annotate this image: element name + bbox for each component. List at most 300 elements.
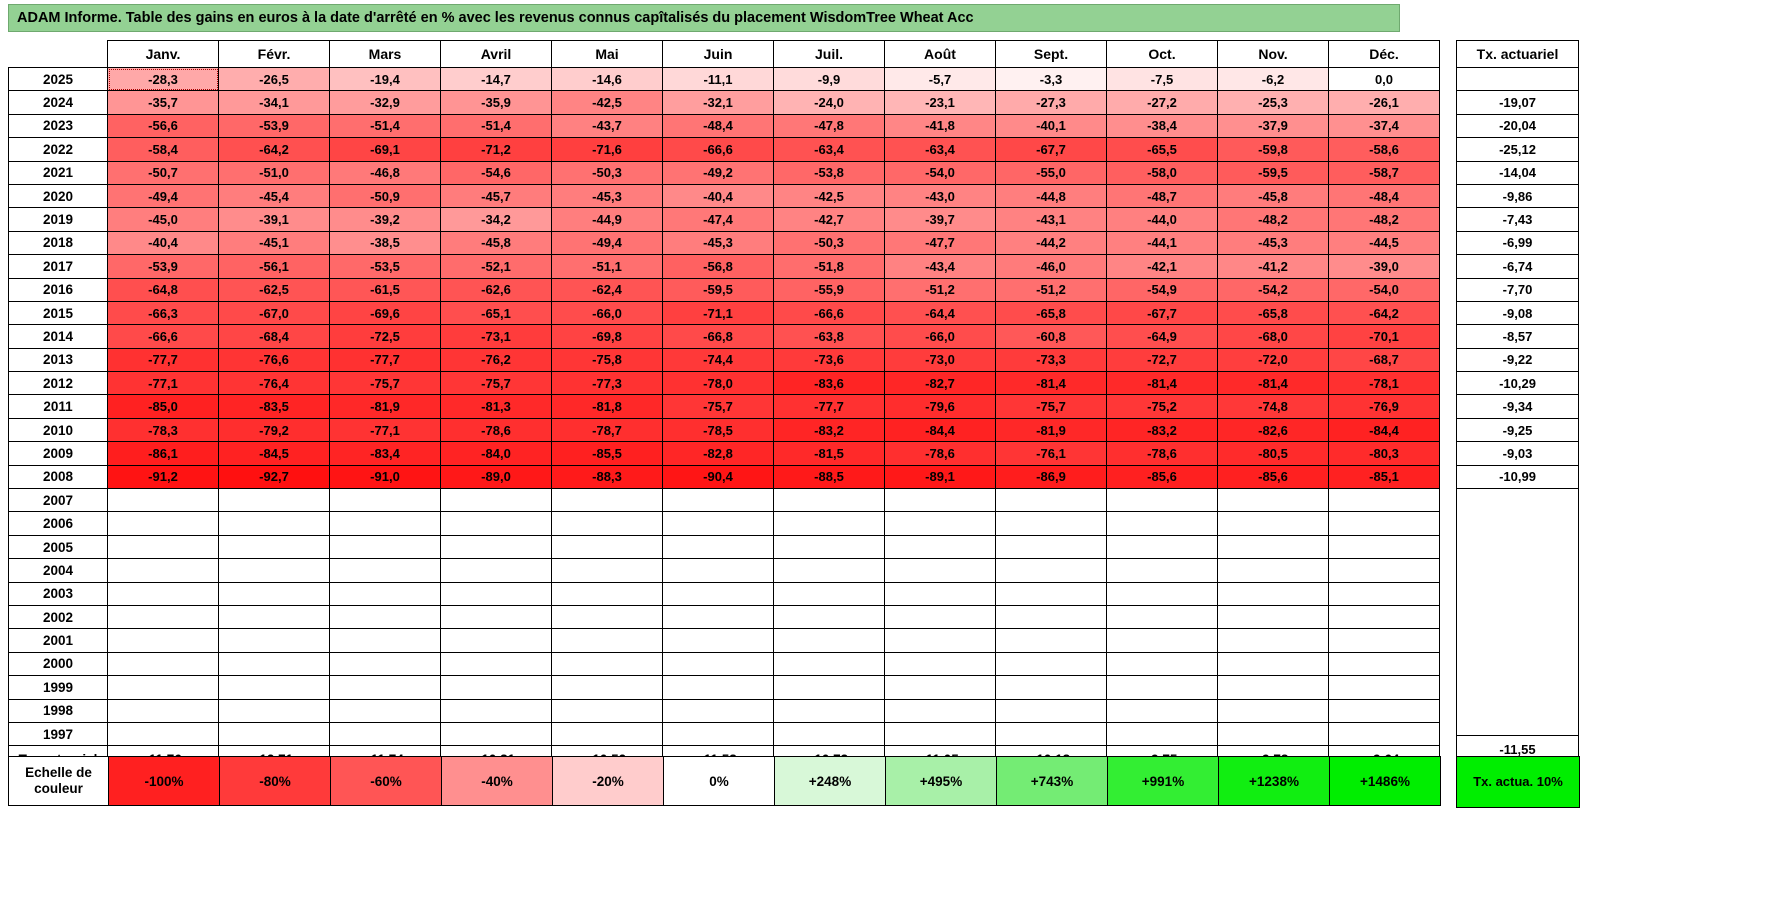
gain-cell[interactable]: -44,5 <box>1329 231 1440 254</box>
gain-cell[interactable]: -83,5 <box>219 395 330 418</box>
gain-cell[interactable]: -54,0 <box>1329 278 1440 301</box>
gain-cell[interactable]: -77,7 <box>774 395 885 418</box>
gain-cell[interactable]: -62,4 <box>552 278 663 301</box>
gain-cell[interactable]: -81,4 <box>1218 372 1329 395</box>
gain-cell[interactable] <box>552 676 663 699</box>
gain-cell[interactable]: -79,2 <box>219 418 330 441</box>
gain-cell[interactable]: -58,0 <box>1107 161 1218 184</box>
gain-cell[interactable] <box>1218 512 1329 535</box>
gain-cell[interactable] <box>774 559 885 582</box>
gain-cell[interactable] <box>330 676 441 699</box>
gain-cell[interactable] <box>996 699 1107 722</box>
gain-cell[interactable]: -47,7 <box>885 231 996 254</box>
gain-cell[interactable] <box>1218 605 1329 628</box>
tx-actuariel-cell[interactable] <box>1457 623 1579 645</box>
gain-cell[interactable] <box>885 652 996 675</box>
tx-actuariel-cell[interactable] <box>1457 579 1579 601</box>
tx-actuariel-cell[interactable] <box>1457 556 1579 578</box>
gain-cell[interactable] <box>774 699 885 722</box>
gain-cell[interactable] <box>108 629 219 652</box>
gain-cell[interactable]: -67,7 <box>1107 301 1218 324</box>
gain-cell[interactable]: -56,8 <box>663 255 774 278</box>
gain-cell[interactable] <box>219 605 330 628</box>
gain-cell[interactable] <box>1107 535 1218 558</box>
gain-cell[interactable]: -78,0 <box>663 372 774 395</box>
gain-cell[interactable]: -45,1 <box>219 231 330 254</box>
gain-cell[interactable]: -51,2 <box>996 278 1107 301</box>
gain-cell[interactable] <box>552 559 663 582</box>
gain-cell[interactable]: -65,1 <box>441 301 552 324</box>
gain-cell[interactable]: -64,2 <box>1329 301 1440 324</box>
gain-cell[interactable]: -74,8 <box>1218 395 1329 418</box>
gain-cell[interactable]: -76,2 <box>441 348 552 371</box>
gain-cell[interactable]: -40,4 <box>663 184 774 207</box>
gain-cell[interactable]: -32,9 <box>330 91 441 114</box>
gain-cell[interactable] <box>996 605 1107 628</box>
gain-cell[interactable]: -3,3 <box>996 68 1107 91</box>
gain-cell[interactable]: -76,4 <box>219 372 330 395</box>
gain-cell[interactable] <box>1329 676 1440 699</box>
gain-cell[interactable]: -84,4 <box>885 418 996 441</box>
gain-cell[interactable]: -66,0 <box>885 325 996 348</box>
gain-cell[interactable]: -83,2 <box>1107 418 1218 441</box>
gain-cell[interactable]: -50,7 <box>108 161 219 184</box>
gain-cell[interactable] <box>885 535 996 558</box>
gain-cell[interactable]: -14,6 <box>552 68 663 91</box>
gain-cell[interactable]: -39,1 <box>219 208 330 231</box>
gain-cell[interactable]: -89,1 <box>885 465 996 488</box>
gain-cell[interactable]: -58,7 <box>1329 161 1440 184</box>
gain-cell[interactable]: -32,1 <box>663 91 774 114</box>
gain-cell[interactable] <box>552 582 663 605</box>
gain-cell[interactable]: -51,2 <box>885 278 996 301</box>
gain-cell[interactable]: -91,2 <box>108 465 219 488</box>
gain-cell[interactable]: -42,7 <box>774 208 885 231</box>
gain-cell[interactable]: -49,4 <box>552 231 663 254</box>
gain-cell[interactable]: -45,3 <box>663 231 774 254</box>
gain-cell[interactable] <box>441 722 552 745</box>
gain-cell[interactable]: -78,1 <box>1329 372 1440 395</box>
gain-cell[interactable]: -91,0 <box>330 465 441 488</box>
gain-cell[interactable] <box>885 722 996 745</box>
gain-cell[interactable]: -71,2 <box>441 138 552 161</box>
gain-cell[interactable] <box>108 722 219 745</box>
gain-cell[interactable]: -69,8 <box>552 325 663 348</box>
tx-actuariel-cell[interactable]: -9,08 <box>1457 301 1579 324</box>
gain-cell[interactable]: -76,1 <box>996 442 1107 465</box>
gain-cell[interactable]: -42,1 <box>1107 255 1218 278</box>
tx-actuariel-cell[interactable]: -9,34 <box>1457 395 1579 418</box>
gain-cell[interactable] <box>663 535 774 558</box>
gain-cell[interactable]: -40,4 <box>108 231 219 254</box>
gain-cell[interactable]: -62,6 <box>441 278 552 301</box>
gain-cell[interactable]: -27,2 <box>1107 91 1218 114</box>
gain-cell[interactable]: -62,5 <box>219 278 330 301</box>
gain-cell[interactable] <box>441 512 552 535</box>
gain-cell[interactable]: -77,7 <box>108 348 219 371</box>
gain-cell[interactable]: -42,5 <box>774 184 885 207</box>
gain-cell[interactable]: -26,5 <box>219 68 330 91</box>
gain-cell[interactable] <box>1107 652 1218 675</box>
gain-cell[interactable] <box>219 512 330 535</box>
gain-cell[interactable]: -46,8 <box>330 161 441 184</box>
tx-actuariel-cell[interactable]: -19,07 <box>1457 91 1579 114</box>
gain-cell[interactable]: -69,1 <box>330 138 441 161</box>
gain-cell[interactable] <box>552 489 663 512</box>
gain-cell[interactable]: -44,0 <box>1107 208 1218 231</box>
gain-cell[interactable] <box>552 652 663 675</box>
gain-cell[interactable]: -84,5 <box>219 442 330 465</box>
gain-cell[interactable] <box>663 676 774 699</box>
gain-cell[interactable] <box>885 489 996 512</box>
gain-cell[interactable]: -78,6 <box>885 442 996 465</box>
tx-actuariel-cell[interactable] <box>1457 534 1579 556</box>
gain-cell[interactable] <box>1218 722 1329 745</box>
gain-cell[interactable]: -11,1 <box>663 68 774 91</box>
gain-cell[interactable] <box>1107 605 1218 628</box>
gain-cell[interactable]: -75,2 <box>1107 395 1218 418</box>
gain-cell[interactable] <box>330 652 441 675</box>
gain-cell[interactable] <box>885 629 996 652</box>
gain-cell[interactable] <box>663 559 774 582</box>
gain-cell[interactable]: -63,4 <box>774 138 885 161</box>
gain-cell[interactable] <box>108 699 219 722</box>
gain-cell[interactable] <box>1329 582 1440 605</box>
gain-cell[interactable] <box>441 535 552 558</box>
gain-cell[interactable]: -74,4 <box>663 348 774 371</box>
gain-cell[interactable]: -64,8 <box>108 278 219 301</box>
gain-cell[interactable]: -73,3 <box>996 348 1107 371</box>
gain-cell[interactable]: -80,3 <box>1329 442 1440 465</box>
gain-cell[interactable]: -86,9 <box>996 465 1107 488</box>
gain-cell[interactable]: -53,9 <box>108 255 219 278</box>
gain-cell[interactable]: -86,1 <box>108 442 219 465</box>
tx-actuariel-cell[interactable]: -20,04 <box>1457 114 1579 137</box>
tx-actuariel-cell[interactable] <box>1457 489 1579 512</box>
gain-cell[interactable]: -25,3 <box>1218 91 1329 114</box>
gain-cell[interactable] <box>552 605 663 628</box>
tx-actuariel-cell[interactable]: -7,70 <box>1457 278 1579 301</box>
gain-cell[interactable] <box>1218 676 1329 699</box>
gain-cell[interactable]: -59,8 <box>1218 138 1329 161</box>
gain-cell[interactable]: -40,1 <box>996 114 1107 137</box>
gain-cell[interactable]: -45,0 <box>108 208 219 231</box>
gain-cell[interactable]: -45,8 <box>441 231 552 254</box>
gain-cell[interactable] <box>552 722 663 745</box>
gain-cell[interactable]: -47,4 <box>663 208 774 231</box>
tx-actuariel-cell[interactable]: -6,74 <box>1457 255 1579 278</box>
gain-cell[interactable]: -45,7 <box>441 184 552 207</box>
gain-cell[interactable]: -53,8 <box>774 161 885 184</box>
gain-cell[interactable]: -72,7 <box>1107 348 1218 371</box>
gain-cell[interactable]: -48,4 <box>663 114 774 137</box>
gain-cell[interactable]: -49,4 <box>108 184 219 207</box>
gain-cell[interactable]: -83,2 <box>774 418 885 441</box>
gain-cell[interactable]: -14,7 <box>441 68 552 91</box>
gain-cell[interactable] <box>1329 605 1440 628</box>
gain-cell[interactable]: -78,6 <box>441 418 552 441</box>
gain-cell[interactable] <box>774 512 885 535</box>
tx-actuariel-cell[interactable] <box>1457 601 1579 623</box>
gain-cell[interactable] <box>1107 559 1218 582</box>
gain-cell[interactable] <box>219 722 330 745</box>
gain-cell[interactable]: -56,1 <box>219 255 330 278</box>
gain-cell[interactable]: -27,3 <box>996 91 1107 114</box>
gain-cell[interactable]: -23,1 <box>885 91 996 114</box>
gain-cell[interactable]: -58,6 <box>1329 138 1440 161</box>
gain-cell[interactable] <box>108 676 219 699</box>
gain-cell[interactable] <box>1107 699 1218 722</box>
gain-cell[interactable]: -73,6 <box>774 348 885 371</box>
gain-cell[interactable] <box>441 699 552 722</box>
gain-cell[interactable]: -81,9 <box>996 418 1107 441</box>
gain-cell[interactable]: -38,5 <box>330 231 441 254</box>
gain-cell[interactable]: -41,8 <box>885 114 996 137</box>
gain-cell[interactable] <box>219 582 330 605</box>
gain-cell[interactable]: -67,0 <box>219 301 330 324</box>
gain-cell[interactable]: -81,9 <box>330 395 441 418</box>
gain-cell[interactable] <box>885 676 996 699</box>
gain-cell[interactable]: -73,0 <box>885 348 996 371</box>
gain-cell[interactable]: -45,3 <box>1218 231 1329 254</box>
gain-cell[interactable]: -9,9 <box>774 68 885 91</box>
gain-cell[interactable] <box>1218 629 1329 652</box>
gain-cell[interactable]: -84,4 <box>1329 418 1440 441</box>
gain-cell[interactable]: -39,7 <box>885 208 996 231</box>
gain-cell[interactable]: -38,4 <box>1107 114 1218 137</box>
gain-cell[interactable]: -5,7 <box>885 68 996 91</box>
gain-cell[interactable] <box>774 722 885 745</box>
gain-cell[interactable]: -77,1 <box>108 372 219 395</box>
gain-cell[interactable] <box>996 582 1107 605</box>
gain-cell[interactable]: -43,1 <box>996 208 1107 231</box>
gain-cell[interactable]: -44,1 <box>1107 231 1218 254</box>
gain-cell[interactable] <box>108 559 219 582</box>
gain-cell[interactable]: -89,0 <box>441 465 552 488</box>
gain-cell[interactable]: -47,8 <box>774 114 885 137</box>
gain-cell[interactable] <box>330 535 441 558</box>
tx-actuariel-cell[interactable] <box>1457 511 1579 533</box>
gain-cell[interactable] <box>330 605 441 628</box>
gain-cell[interactable] <box>108 489 219 512</box>
gain-cell[interactable]: -75,8 <box>552 348 663 371</box>
gain-cell[interactable] <box>1329 535 1440 558</box>
gain-cell[interactable]: -79,6 <box>885 395 996 418</box>
gain-cell[interactable]: -75,7 <box>996 395 1107 418</box>
gain-cell[interactable] <box>219 629 330 652</box>
tx-actuariel-cell[interactable]: -9,03 <box>1457 442 1579 465</box>
gain-cell[interactable]: -35,9 <box>441 91 552 114</box>
gain-cell[interactable]: -55,0 <box>996 161 1107 184</box>
tx-actuariel-cell[interactable]: -8,57 <box>1457 325 1579 348</box>
gain-cell[interactable] <box>663 489 774 512</box>
gain-cell[interactable] <box>330 582 441 605</box>
gain-cell[interactable] <box>885 582 996 605</box>
gain-cell[interactable]: -44,2 <box>996 231 1107 254</box>
gain-cell[interactable]: -83,6 <box>774 372 885 395</box>
gain-cell[interactable] <box>219 535 330 558</box>
tx-actuariel-cell[interactable] <box>1457 668 1579 690</box>
gain-cell[interactable]: -63,8 <box>774 325 885 348</box>
gain-cell[interactable]: -48,2 <box>1329 208 1440 231</box>
gain-cell[interactable]: -88,3 <box>552 465 663 488</box>
gain-cell[interactable] <box>552 512 663 535</box>
gain-cell[interactable]: -77,3 <box>552 372 663 395</box>
gain-cell[interactable]: -68,7 <box>1329 348 1440 371</box>
gain-cell[interactable] <box>774 605 885 628</box>
gain-cell[interactable]: -53,9 <box>219 114 330 137</box>
gain-cell[interactable] <box>219 652 330 675</box>
gain-cell[interactable] <box>108 512 219 535</box>
gain-cell[interactable] <box>441 582 552 605</box>
gain-cell[interactable]: -52,1 <box>441 255 552 278</box>
gain-cell[interactable] <box>774 582 885 605</box>
gain-cell[interactable]: -51,8 <box>774 255 885 278</box>
gain-cell[interactable] <box>108 535 219 558</box>
gain-cell[interactable]: -68,4 <box>219 325 330 348</box>
gain-cell[interactable] <box>1329 652 1440 675</box>
gain-cell[interactable]: -51,1 <box>552 255 663 278</box>
gain-cell[interactable]: -50,3 <box>552 161 663 184</box>
gain-cell[interactable]: -78,3 <box>108 418 219 441</box>
gain-cell[interactable]: -70,1 <box>1329 325 1440 348</box>
gain-cell[interactable]: -48,2 <box>1218 208 1329 231</box>
gain-cell[interactable]: -51,4 <box>330 114 441 137</box>
gain-cell[interactable] <box>441 652 552 675</box>
gain-cell[interactable]: -66,3 <box>108 301 219 324</box>
gain-cell[interactable] <box>1329 629 1440 652</box>
gain-cell[interactable]: -53,5 <box>330 255 441 278</box>
gain-cell[interactable]: -43,7 <box>552 114 663 137</box>
gain-cell[interactable] <box>774 489 885 512</box>
gain-cell[interactable] <box>1107 489 1218 512</box>
gain-cell[interactable]: -85,6 <box>1218 465 1329 488</box>
gain-cell[interactable] <box>441 489 552 512</box>
gain-cell[interactable]: -85,1 <box>1329 465 1440 488</box>
gain-cell[interactable]: -84,0 <box>441 442 552 465</box>
gain-cell[interactable]: -26,1 <box>1329 91 1440 114</box>
gain-cell[interactable]: -81,5 <box>774 442 885 465</box>
gain-cell[interactable] <box>1329 512 1440 535</box>
tx-actuariel-cell[interactable]: -6,99 <box>1457 231 1579 254</box>
tx-actuariel-cell[interactable]: -14,04 <box>1457 161 1579 184</box>
gain-cell[interactable]: -66,6 <box>774 301 885 324</box>
gain-cell[interactable]: -51,0 <box>219 161 330 184</box>
tx-actuariel-cell[interactable] <box>1457 646 1579 668</box>
gain-cell[interactable]: -80,5 <box>1218 442 1329 465</box>
gain-cell[interactable]: -76,6 <box>219 348 330 371</box>
gain-cell[interactable]: -64,4 <box>885 301 996 324</box>
gain-cell[interactable]: -45,4 <box>219 184 330 207</box>
gain-cell[interactable]: -54,0 <box>885 161 996 184</box>
gain-cell[interactable] <box>1218 699 1329 722</box>
gain-cell[interactable]: -41,2 <box>1218 255 1329 278</box>
gain-cell[interactable]: -67,7 <box>996 138 1107 161</box>
gain-cell[interactable] <box>441 559 552 582</box>
gain-cell[interactable] <box>1329 699 1440 722</box>
gain-cell[interactable] <box>219 699 330 722</box>
gain-cell[interactable]: -54,2 <box>1218 278 1329 301</box>
gain-cell[interactable] <box>996 512 1107 535</box>
gain-cell[interactable]: -55,9 <box>774 278 885 301</box>
gain-cell[interactable] <box>1218 652 1329 675</box>
gain-cell[interactable] <box>1107 512 1218 535</box>
gain-cell[interactable]: -75,7 <box>330 372 441 395</box>
gain-cell[interactable]: -6,2 <box>1218 68 1329 91</box>
gain-cell[interactable]: -28,3 <box>108 68 219 91</box>
gain-cell[interactable]: -37,4 <box>1329 114 1440 137</box>
gain-cell[interactable]: -19,4 <box>330 68 441 91</box>
gain-cell[interactable] <box>774 629 885 652</box>
gain-cell[interactable] <box>774 535 885 558</box>
gain-cell[interactable]: -88,5 <box>774 465 885 488</box>
gain-cell[interactable]: -51,4 <box>441 114 552 137</box>
gain-cell[interactable] <box>885 512 996 535</box>
gain-cell[interactable]: -81,4 <box>996 372 1107 395</box>
gain-cell[interactable] <box>552 535 663 558</box>
gain-cell[interactable]: -65,8 <box>1218 301 1329 324</box>
gain-cell[interactable] <box>330 699 441 722</box>
gain-cell[interactable]: -37,9 <box>1218 114 1329 137</box>
gain-cell[interactable] <box>663 722 774 745</box>
gain-cell[interactable]: -66,6 <box>663 138 774 161</box>
gain-cell[interactable]: -81,8 <box>552 395 663 418</box>
gain-cell[interactable] <box>885 605 996 628</box>
gain-cell[interactable]: -65,8 <box>996 301 1107 324</box>
tx-actuariel-cell[interactable]: -9,25 <box>1457 418 1579 441</box>
gain-cell[interactable]: -72,0 <box>1218 348 1329 371</box>
gain-cell[interactable]: -90,4 <box>663 465 774 488</box>
gain-cell[interactable]: -73,1 <box>441 325 552 348</box>
gain-cell[interactable]: -43,4 <box>885 255 996 278</box>
gain-cell[interactable]: -24,0 <box>774 91 885 114</box>
gain-cell[interactable] <box>774 652 885 675</box>
gain-cell[interactable] <box>441 605 552 628</box>
gain-cell[interactable] <box>996 559 1107 582</box>
gain-cell[interactable]: -85,6 <box>1107 465 1218 488</box>
gain-cell[interactable]: -34,2 <box>441 208 552 231</box>
gain-cell[interactable]: -39,0 <box>1329 255 1440 278</box>
gain-cell[interactable]: -42,5 <box>552 91 663 114</box>
gain-cell[interactable]: -46,0 <box>996 255 1107 278</box>
gain-cell[interactable] <box>330 722 441 745</box>
gain-cell[interactable]: -66,8 <box>663 325 774 348</box>
gain-cell[interactable]: -54,6 <box>441 161 552 184</box>
gain-cell[interactable] <box>219 676 330 699</box>
gain-cell[interactable]: -48,7 <box>1107 184 1218 207</box>
gain-cell[interactable]: -50,9 <box>330 184 441 207</box>
gain-cell[interactable]: -68,0 <box>1218 325 1329 348</box>
gain-cell[interactable]: -76,9 <box>1329 395 1440 418</box>
gain-cell[interactable]: -77,7 <box>330 348 441 371</box>
gain-cell[interactable]: -65,5 <box>1107 138 1218 161</box>
gain-cell[interactable]: -66,6 <box>108 325 219 348</box>
gain-cell[interactable]: -78,7 <box>552 418 663 441</box>
gain-cell[interactable]: -82,6 <box>1218 418 1329 441</box>
gain-cell[interactable]: -77,1 <box>330 418 441 441</box>
gain-cell[interactable] <box>663 699 774 722</box>
gain-cell[interactable] <box>330 489 441 512</box>
gain-cell[interactable] <box>441 676 552 699</box>
gain-cell[interactable] <box>1107 676 1218 699</box>
gain-cell[interactable]: -44,8 <box>996 184 1107 207</box>
gain-cell[interactable]: -75,7 <box>663 395 774 418</box>
gain-cell[interactable] <box>108 582 219 605</box>
gain-cell[interactable] <box>885 699 996 722</box>
gain-cell[interactable] <box>663 629 774 652</box>
gain-cell[interactable] <box>330 512 441 535</box>
gain-cell[interactable] <box>996 676 1107 699</box>
